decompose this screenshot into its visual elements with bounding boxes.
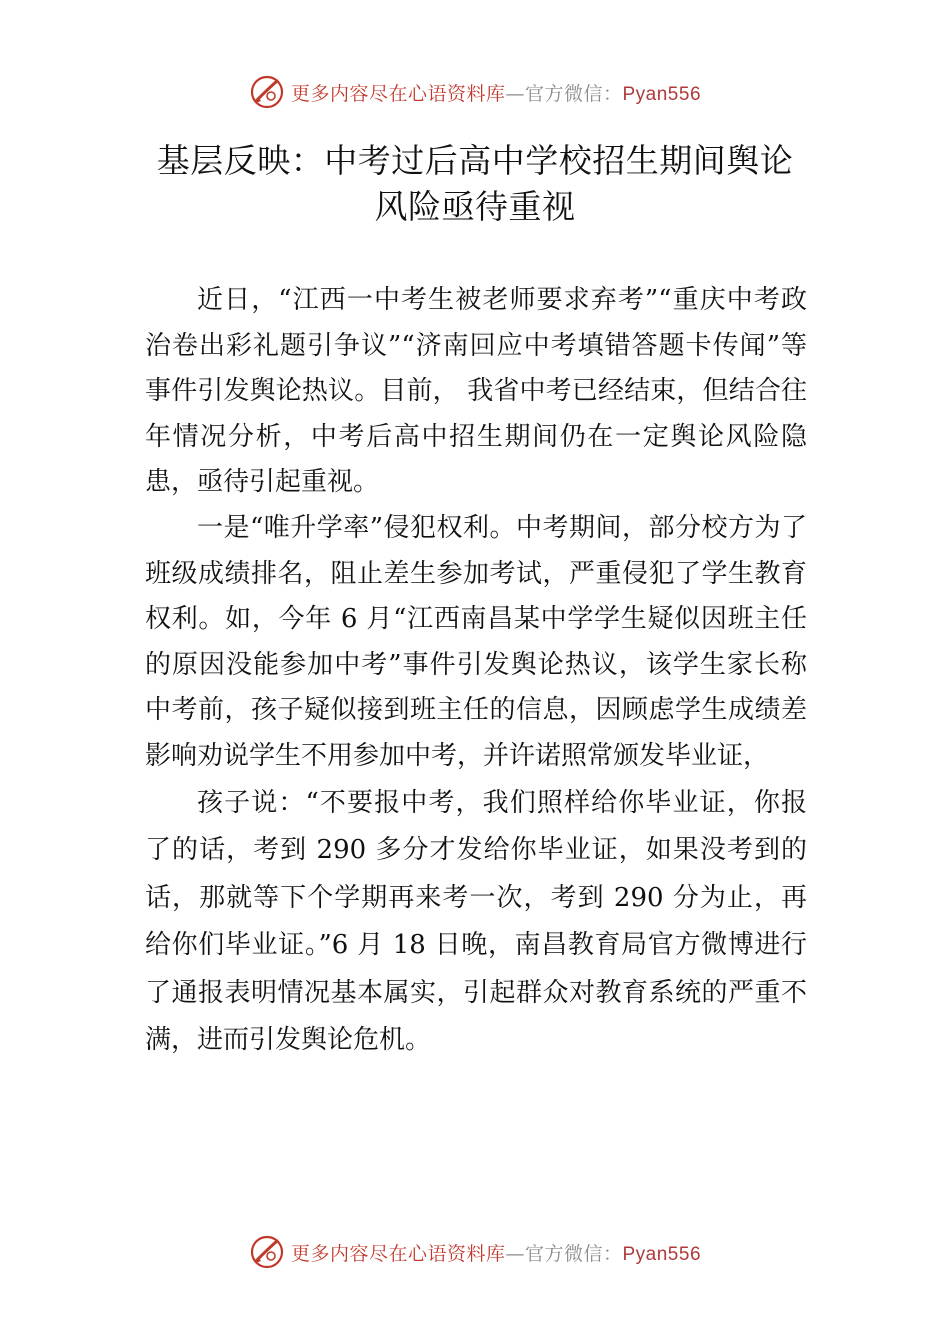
paragraph-2: 一是“唯升学率”侵犯权利。中考期间，部分校方为了班级成绩排名，阻止差生参加考试，严重侵犯了学生教育权利。如，今年 6 月“江西南昌某中学学生疑似因班主任的原因没能参加中考”事件引发舆论热议，该学生家长称中考前，孩子疑似接到班主任的信息，因顾虑学生成绩差影响劝说学生不用参加中考，并许诺照常颁发毕业证， <box>145 512 807 771</box>
paragraph-1: 近日，“江西一中考生被老师要求弃考”“重庆中考政治卷出彩礼题引争议”“济南回应中考填错答题卡传闻”等事件引发舆论热议。目前， 我省中考已经结束，但结合往年情况分析，中考后高中招生期间仍在一定舆论风险隐患，亟待引起重视。 <box>145 285 807 498</box>
pen-circle-logo-icon <box>249 74 285 110</box>
document-body <box>145 278 807 1065</box>
footer-wechat-id: Pyan556 <box>622 1243 702 1265</box>
document-title: 基层反映：中考过后高中学校招生期间舆论风险亟待重视 <box>156 141 794 226</box>
paragraph-3: 孩子说：“不要报中考，我们照样给你毕业证，你报了的话，考到 290 多分才发给你毕业证，如果没考到的话，那就等下个学期再来考一次，考到 290 分为止，再给你们毕业证。”6 月 18 日晚，南昌教育局官方微博进行了通报表明情况基本属实，引起群众对教育系统的严重不满，进而引发舆论危机。 <box>145 787 807 1056</box>
header-banner <box>0 70 950 114</box>
footer-banner <box>0 1230 950 1274</box>
footer-promo-text: 更多内容尽在心语资料库—官方微信：Pyan556 <box>290 1242 702 1265</box>
header-wechat-id: Pyan556 <box>622 83 702 105</box>
pen-circle-logo-icon <box>249 1234 285 1270</box>
header-promo-text: 更多内容尽在心语资料库—官方微信：Pyan556 <box>290 82 702 105</box>
